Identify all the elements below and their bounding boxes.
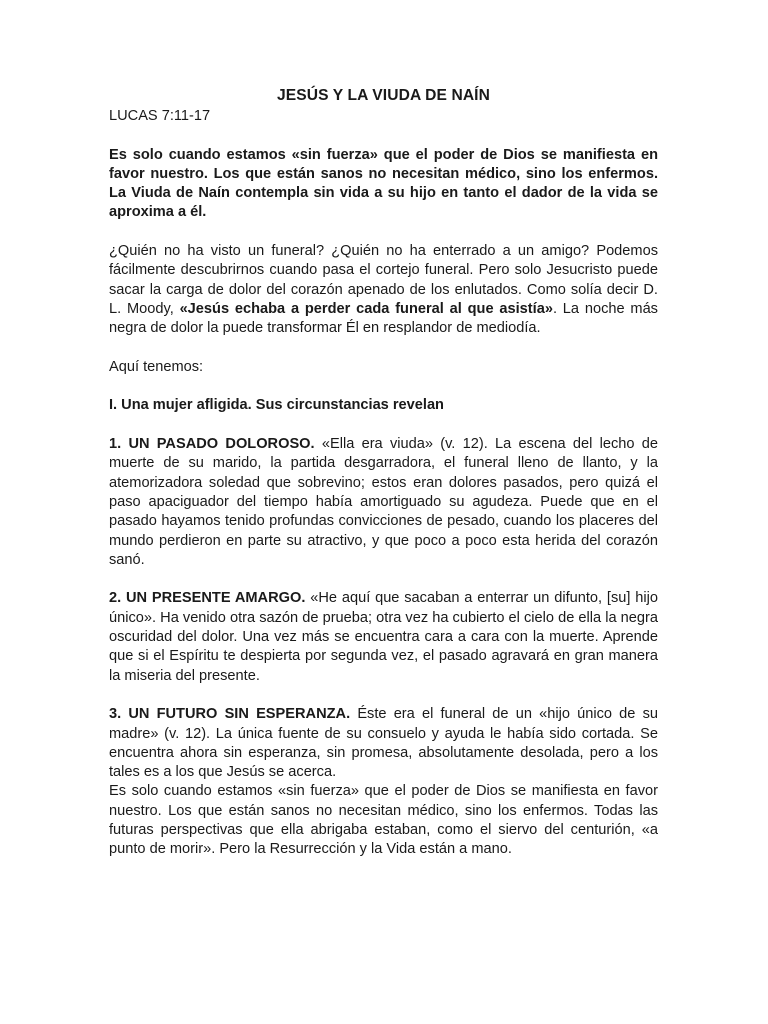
document-page xyxy=(109,86,658,879)
point-2 xyxy=(109,589,658,685)
point-1-text: «Ella era viuda» (v. 12). La escena del lecho de muerte de su marido, la partida desgarradora, el funeral lleno de llanto, y la atemorizadora soledad que sobrevino; estos eran dolores pasados, pero quizá el paso apaciguador del tiempo había amortiguado su agudeza. Puede que en el pasado hayamos tenido profundas convicciones de pesado, cuando los placeres del mundo perdieron en parte su atractivo, y que poco a poco esta herida del corazón sanó. xyxy=(109,436,658,568)
point-1-label: 1. UN PASADO DOLOROSO. xyxy=(109,436,315,453)
intro-bold-text: Es solo cuando estamos «sin fuerza» que el poder de Dios se manifiesta en favor nuestro. Los que están sanos no necesitan médico, sino los enfermos. La Viuda de Naín contempla sin vida a su hijo en tanto el dador de la vida se aproxima a él. xyxy=(109,146,658,221)
point-3-text: Éste era el funeral de un «hijo único de su madre» (v. 12). La única fuente de su consuelo y ayuda le había sido cortada. Se encuentra ahora sin esperanza, sin promesa, absolutamente desolada, pero a los tales es a los que Jesús se acerca. xyxy=(109,706,659,781)
document-title: JESÚS Y LA VIUDA DE NAÍN xyxy=(277,87,490,104)
paragraph-funeral xyxy=(109,242,658,338)
point-2-text: «He aquí que sacaban a enterrar un difunto, [su] hijo único». Ha venido otra sazón de prueba; otra vez ha cubierto el cielo de ella la negra oscuridad del dolor. Una vez más se encuentra cara a cara con la muerte. Aprende que si el Espíritu te despierta por segunda vez, el pasado agravará en gran manera la miseria del presente. xyxy=(109,590,658,684)
paragraph-funeral-text-a: ¿Quién no ha visto un funeral? ¿Quién no ha enterrado a un amigo? Podemos fácilmente descubrirnos cuando pasa el cortejo funeral. Pero solo Jesucristo puede sacar la carga de dolor del corazón apenado de los enlutados. Como solía decir D. L. Moody, xyxy=(109,243,658,317)
point-3-label: 3. UN FUTURO SIN ESPERANZA. xyxy=(109,706,351,723)
point-3 xyxy=(109,705,658,782)
paragraph-funeral-text-b: . La noche más negra de dolor la puede transformar Él en resplandor de mediodía. xyxy=(109,300,658,337)
point-1 xyxy=(109,435,658,570)
paragraph-final: Es solo cuando estamos «sin fuerza» que el poder de Dios se manifiesta en favor nuestro. Los que están sanos no necesitan médico, sino los enfermos. Todas las futuras perspectivas que ella abrigaba estaban, como el siervo del centurión, «a punto de morir». Pero la Resurrección y la Vida están a mano. xyxy=(109,783,658,858)
paragraph-aqui-tenemos: Aquí tenemos: xyxy=(109,358,204,375)
section-heading xyxy=(109,396,658,415)
moody-quote: «Jesús echaba a perder cada funeral al que asistía» xyxy=(179,300,553,317)
point-2-label: 2. UN PRESENTE AMARGO. xyxy=(109,590,306,607)
section-heading-text: I. Una mujer afligida. Sus circunstancias revelan xyxy=(109,397,444,414)
scripture-reference: LUCAS 7:11-17 xyxy=(109,108,211,125)
intro-paragraph xyxy=(109,146,658,223)
